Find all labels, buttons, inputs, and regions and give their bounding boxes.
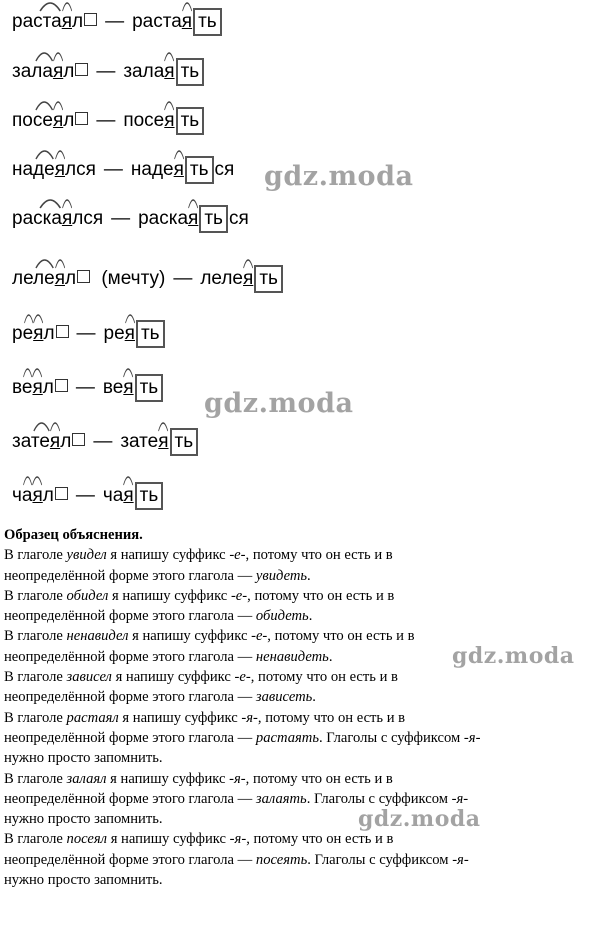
suffix-mark: я — [164, 110, 174, 132]
text-run: я напишу суффикс — [106, 547, 230, 564]
infinitive-root: раска — [138, 208, 189, 230]
word-row — [12, 205, 249, 241]
word-ending: л — [72, 11, 84, 33]
infinitive-root: ре — [103, 323, 125, 345]
root-mark: зате — [12, 431, 50, 453]
italic-term: -е- — [230, 587, 248, 604]
italic-term: залаял — [66, 770, 107, 787]
text-run: неопределённой форме этого глагола — — [4, 567, 256, 584]
word-row — [12, 156, 234, 192]
explanation-line — [4, 809, 596, 829]
suffix-mark: я — [33, 323, 43, 345]
zero-ending-box — [55, 379, 68, 392]
text-run: . — [307, 567, 311, 584]
italic-term: -е- — [234, 669, 251, 686]
text-run: В глаголе — [4, 587, 67, 604]
text-run: нужно просто запомнить. — [4, 811, 163, 828]
watermark: gdz.moda — [204, 388, 354, 419]
infinitive-root: зала — [123, 61, 165, 83]
ending-box: ть — [135, 482, 164, 510]
text-run: , потому что он есть и в — [245, 770, 393, 787]
word-ending: лся — [72, 208, 104, 230]
explanation-line — [4, 687, 596, 707]
suffix-mark: я — [32, 485, 42, 507]
infinitive-root: зате — [120, 431, 159, 453]
suffix-mark: я — [125, 323, 135, 345]
explanation-line — [4, 829, 596, 849]
word-row — [12, 107, 205, 143]
italic-term: посеял — [66, 831, 108, 848]
explanation-line — [4, 566, 596, 586]
suffix-mark: я — [164, 61, 174, 83]
explanation-line — [4, 667, 596, 687]
explanation-line — [4, 728, 596, 748]
word-ending: л — [64, 268, 77, 290]
text-run: я напишу суффикс — [106, 770, 230, 787]
text-run: неопределённой форме этого глагола — — [4, 851, 256, 868]
ending-box: ть — [176, 58, 205, 86]
text-run: В глаголе — [4, 770, 67, 787]
ending-box: ть — [170, 428, 199, 456]
italic-term: ненавидел — [66, 628, 129, 645]
italic-term: растаял — [66, 709, 119, 726]
zero-ending-box — [75, 112, 88, 125]
root-mark: ча — [12, 485, 32, 507]
italic-term: залаять — [255, 790, 307, 807]
suffix-mark: я — [174, 159, 184, 181]
text-run: я напишу суффикс — [107, 831, 230, 848]
infinitive-root: раста — [132, 11, 182, 33]
text-run: нужно просто запомнить. — [4, 872, 163, 889]
text-run: , потому что он есть и в — [247, 587, 395, 604]
dash: — — [173, 268, 193, 290]
text-run: , потому что он есть и в — [245, 547, 393, 564]
italic-term: ненавидеть — [255, 648, 329, 665]
root-mark: ве — [12, 377, 32, 399]
suffix-mark: я — [62, 208, 72, 230]
explanation-text — [4, 545, 596, 890]
italic-term: обидел — [66, 587, 109, 604]
text-run: , потому что он есть и в — [246, 831, 394, 848]
root-mark: посе — [12, 110, 53, 132]
explanation-line — [4, 626, 596, 646]
word-row — [12, 374, 164, 410]
dash: — — [96, 61, 116, 83]
text-run: я напишу суффикс — [118, 709, 242, 726]
italic-term: -я- — [229, 831, 247, 848]
word-row — [12, 8, 223, 44]
dash: — — [103, 159, 123, 181]
zero-ending-box — [75, 63, 88, 76]
infinitive-root: ча — [102, 485, 124, 507]
root-mark: леле — [12, 268, 55, 290]
infinitive-root: наде — [130, 159, 174, 181]
dash: — — [93, 431, 113, 453]
text-run: В глаголе — [4, 709, 67, 726]
suffix-mark: я — [53, 110, 63, 132]
word-row — [12, 320, 166, 356]
word-ending: лся — [65, 159, 96, 181]
text-run: , потому что он есть и в — [267, 628, 415, 645]
text-run: В глаголе — [4, 831, 67, 848]
text-run: . Глаголы с суффиксом — [318, 729, 464, 746]
word-ending: л — [42, 485, 54, 507]
zero-ending-box — [77, 270, 90, 283]
suffix-mark: я — [62, 11, 72, 33]
infinitive-root: ве — [102, 377, 124, 399]
watermark: gdz.moda — [264, 161, 414, 192]
italic-term: увидеть — [255, 567, 308, 584]
italic-term: зависел — [66, 669, 112, 686]
word-ending: л — [63, 61, 75, 83]
word-ending: л — [43, 323, 55, 345]
dash: — — [105, 11, 125, 33]
suffix-mark: я — [55, 159, 65, 181]
postfix: ся — [214, 159, 235, 181]
text-run: . Глаголы с суффиксом — [307, 851, 453, 868]
text-run: . — [308, 608, 313, 625]
explanation-line — [4, 870, 596, 890]
root-mark: раска — [12, 208, 62, 230]
suffix-mark: я — [55, 268, 65, 290]
text-run: . Глаголы с суффиксом — [306, 790, 452, 807]
word-ending: л — [60, 431, 72, 453]
text-run: я напишу суффикс — [108, 587, 231, 604]
text-run: . — [312, 689, 316, 706]
text-run: , потому что он есть и в — [257, 709, 406, 726]
italic-term: -я- — [229, 770, 246, 787]
word-row — [12, 428, 199, 464]
root-mark: наде — [12, 159, 55, 181]
zero-ending-box — [56, 325, 69, 338]
ending-box: ть — [199, 205, 228, 233]
text-run: неопределённой форме этого глагола — — [4, 648, 256, 665]
watermark: gdz.moda — [452, 643, 575, 669]
zero-ending-box — [84, 13, 97, 26]
postfix: ся — [228, 208, 249, 230]
text-run: , потому что он есть и в — [250, 669, 398, 686]
italic-term: увидел — [66, 547, 107, 564]
root-mark: раста — [12, 11, 62, 33]
word-row — [12, 482, 164, 518]
text-run: В глаголе — [4, 547, 67, 564]
suffix-mark: я — [182, 11, 192, 33]
ending-box: ть — [254, 265, 283, 293]
dash: — — [75, 485, 95, 507]
text-run: В глаголе — [4, 628, 67, 645]
explanation-line — [4, 769, 596, 789]
text-run: неопределённой форме этого глагола — — [4, 790, 256, 807]
text-run: нужно просто запомнить. — [4, 750, 163, 767]
explanation-line — [4, 606, 596, 626]
explanation-line — [4, 586, 596, 606]
ending-box: ть — [136, 320, 165, 348]
italic-term: -я- — [451, 790, 469, 807]
ending-box: ть — [185, 156, 214, 184]
text-run: неопределённой форме этого глагола — — [4, 689, 256, 706]
text-run: я напишу суффикс — [128, 628, 252, 645]
ending-box: ть — [193, 8, 222, 36]
word-ending: л — [42, 377, 54, 399]
italic-term: посеять — [255, 851, 308, 868]
italic-term: -я- — [452, 851, 469, 868]
suffix-mark: я — [50, 431, 60, 453]
explanation-block — [4, 525, 596, 890]
dash: — — [75, 377, 95, 399]
suffix-mark: я — [32, 377, 42, 399]
italic-term: растаять — [255, 729, 319, 746]
suffix-mark: я — [123, 485, 133, 507]
suffix-mark: я — [53, 61, 63, 83]
infinitive-root: посе — [123, 110, 165, 132]
explanation-line — [4, 850, 596, 870]
italic-term: -е- — [251, 628, 268, 645]
explanation-heading: Образец объяснения. — [4, 527, 143, 543]
dash: — — [76, 323, 96, 345]
text-run: В глаголе — [4, 669, 67, 686]
suffix-mark: я — [188, 208, 198, 230]
word-context: (мечту) — [96, 268, 166, 290]
ending-box: ть — [135, 374, 164, 402]
infinitive-root: леле — [200, 268, 244, 290]
dash: — — [96, 110, 116, 132]
explanation-line — [4, 748, 596, 768]
explanation-line — [4, 708, 596, 728]
text-run: неопределённой форме этого глагола — — [4, 729, 256, 746]
explanation-line — [4, 789, 596, 809]
italic-term: -я- — [463, 729, 481, 746]
dash: — — [111, 208, 131, 230]
suffix-mark: я — [158, 431, 168, 453]
ending-box: ть — [176, 107, 205, 135]
text-run: неопределённой форме этого глагола — — [4, 608, 256, 625]
italic-term: зависеть — [255, 689, 313, 706]
explanation-line — [4, 647, 596, 667]
word-row — [12, 265, 284, 301]
text-run: . — [328, 648, 333, 665]
word-ending: л — [63, 110, 75, 132]
word-row — [12, 58, 205, 94]
zero-ending-box — [72, 433, 85, 446]
italic-term: обидеть — [255, 608, 309, 625]
italic-term: -я- — [241, 709, 258, 726]
italic-term: -е- — [229, 547, 246, 564]
root-mark: зала — [12, 61, 53, 83]
text-run: я напишу суффикс — [111, 669, 235, 686]
suffix-mark: я — [123, 377, 133, 399]
zero-ending-box — [55, 487, 68, 500]
watermark: gdz.moda — [358, 806, 481, 832]
explanation-line — [4, 545, 596, 565]
suffix-mark: я — [243, 268, 253, 290]
root-mark: ре — [12, 323, 33, 345]
